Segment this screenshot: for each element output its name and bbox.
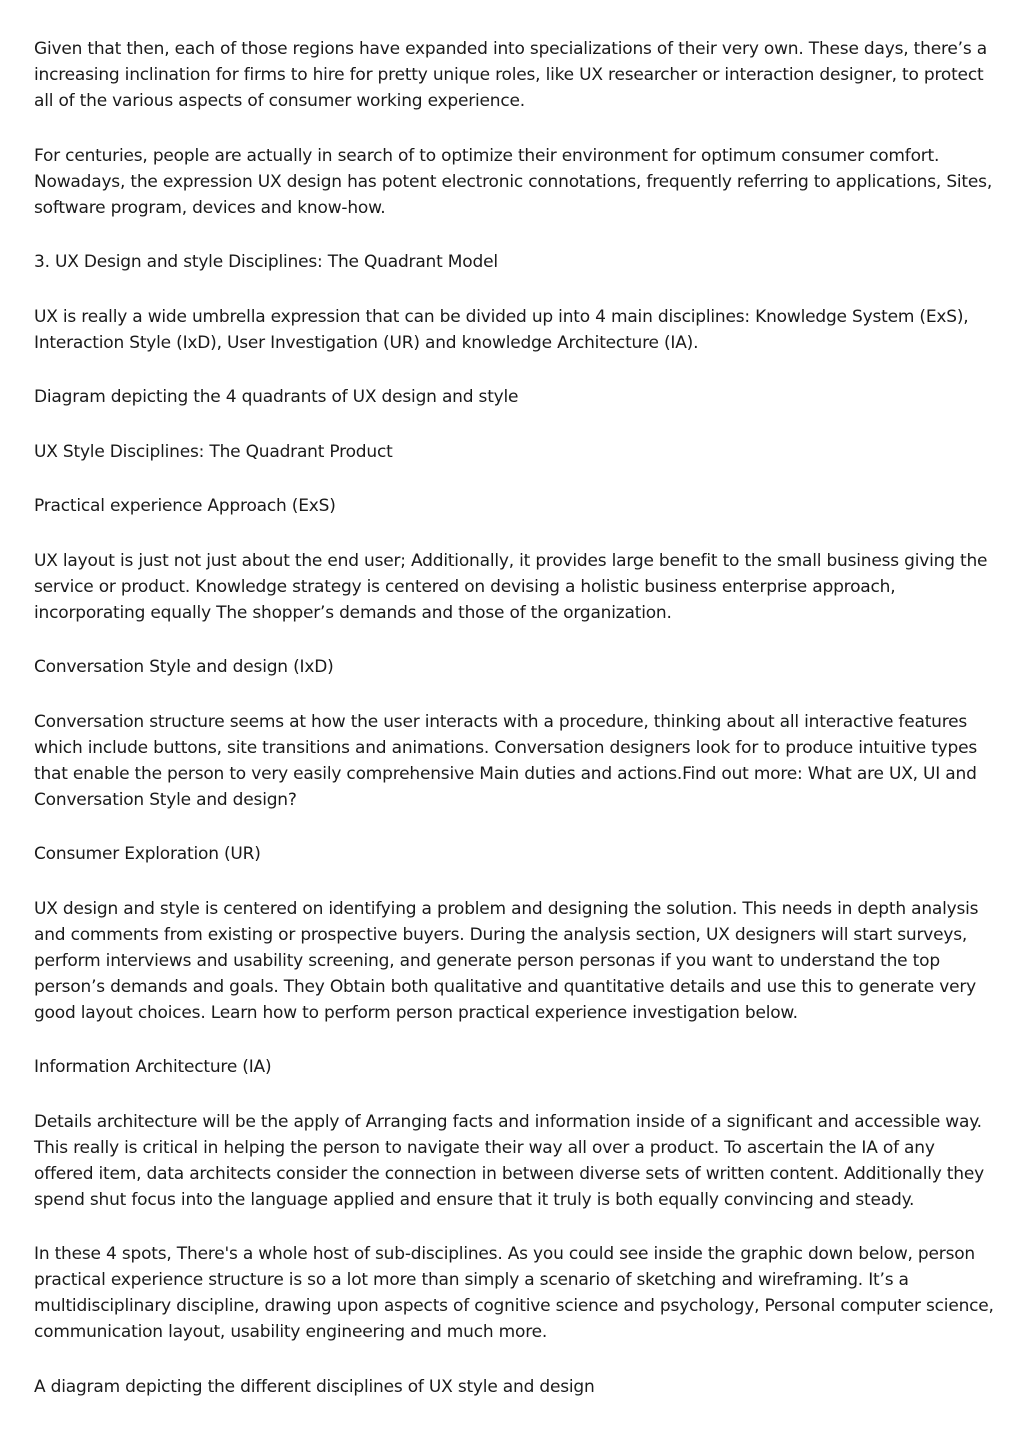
- document-body: [34, 36, 994, 1428]
- paragraph: UX is really a wide umbrella expression that can be divided up into 4 main disciplines: Knowledge System (ExS), Interaction Style (IxD), User Investigation (UR) and knowledge Architecture (IA).: [34, 306, 969, 353]
- paragraph: For centuries, people are actually in search of to optimize their environment for optimum consumer comfort. Nowadays, the expression UX design has potent electronic connotations, frequently referring to applications, Sites, software program, devices and know-how.: [34, 145, 993, 218]
- paragraph: Details architecture will be the apply of Arranging facts and information inside of a significant and accessible way. This really is critical in helping the person to navigate their way all over a product. To ascertain the IA of any offered item, data architects consider the connection in between diverse sets of written content. Additionally they spend shut focus into the language applied and ensure that it truly is both equally convincing and steady.: [34, 1111, 984, 1210]
- subheading: Conversation Style and design (IxD): [34, 657, 334, 677]
- paragraph: Given that then, each of those regions have expanded into specializations of their very own. These days, there’s a increasing inclination for firms to hire for pretty unique roles, like UX researcher or interaction designer, to protect all of the various aspects of consumer working experience.: [34, 39, 987, 111]
- image-caption: A diagram depicting the different disciplines of UX style and design: [34, 1376, 595, 1397]
- paragraph: Conversation structure seems at how the user interacts with a procedure, thinking about all interactive features which include buttons, site transitions and animations. Conversation designers look for to produce intuitive types that enable the person to very easily comprehensive Main duties and actions.Find out more: What are UX, UI and Conversation Style and design?: [34, 711, 978, 810]
- paragraph: UX design and style is centered on identifying a problem and designing the solution. This needs in depth analysis and comments from existing or prospective buyers. During the analysis section, UX designers will start surveys, perform interviews and usability screening, and generate person personas if you want to understand the top person’s demands and goals. They Obtain both qualitative and quantitative details and use this to generate very good layout choices. Learn how to perform person practical experience investigation below.: [34, 898, 979, 1023]
- paragraph: UX layout is just not just about the end user; Additionally, it provides large benefit to the small business giving the service or product. Knowledge strategy is centered on devising a holistic business enterprise approach, incorporating equally The shopper’s demands and those of the organization.: [34, 550, 988, 623]
- subheading: Consumer Exploration (UR): [34, 844, 261, 864]
- paragraph: In these 4 spots, There's a whole host of sub-disciplines. As you could see inside the graphic down below, person practical experience structure is so a lot more than simply a scenario of sketching and wireframing. It’s a multidisciplinary discipline, drawing upon aspects of cognitive science and psychology, Personal computer science, communication layout, usability engineering and much more.: [34, 1244, 994, 1342]
- subheading: Information Architecture (IA): [34, 1057, 272, 1077]
- subheading: Practical experience Approach (ExS): [34, 496, 336, 516]
- section-heading: 3. UX Design and style Disciplines: The Quadrant Model: [34, 252, 498, 272]
- image-caption: Diagram depicting the 4 quadrants of UX design and style: [34, 387, 519, 407]
- subheading: UX Style Disciplines: The Quadrant Product: [34, 441, 393, 462]
